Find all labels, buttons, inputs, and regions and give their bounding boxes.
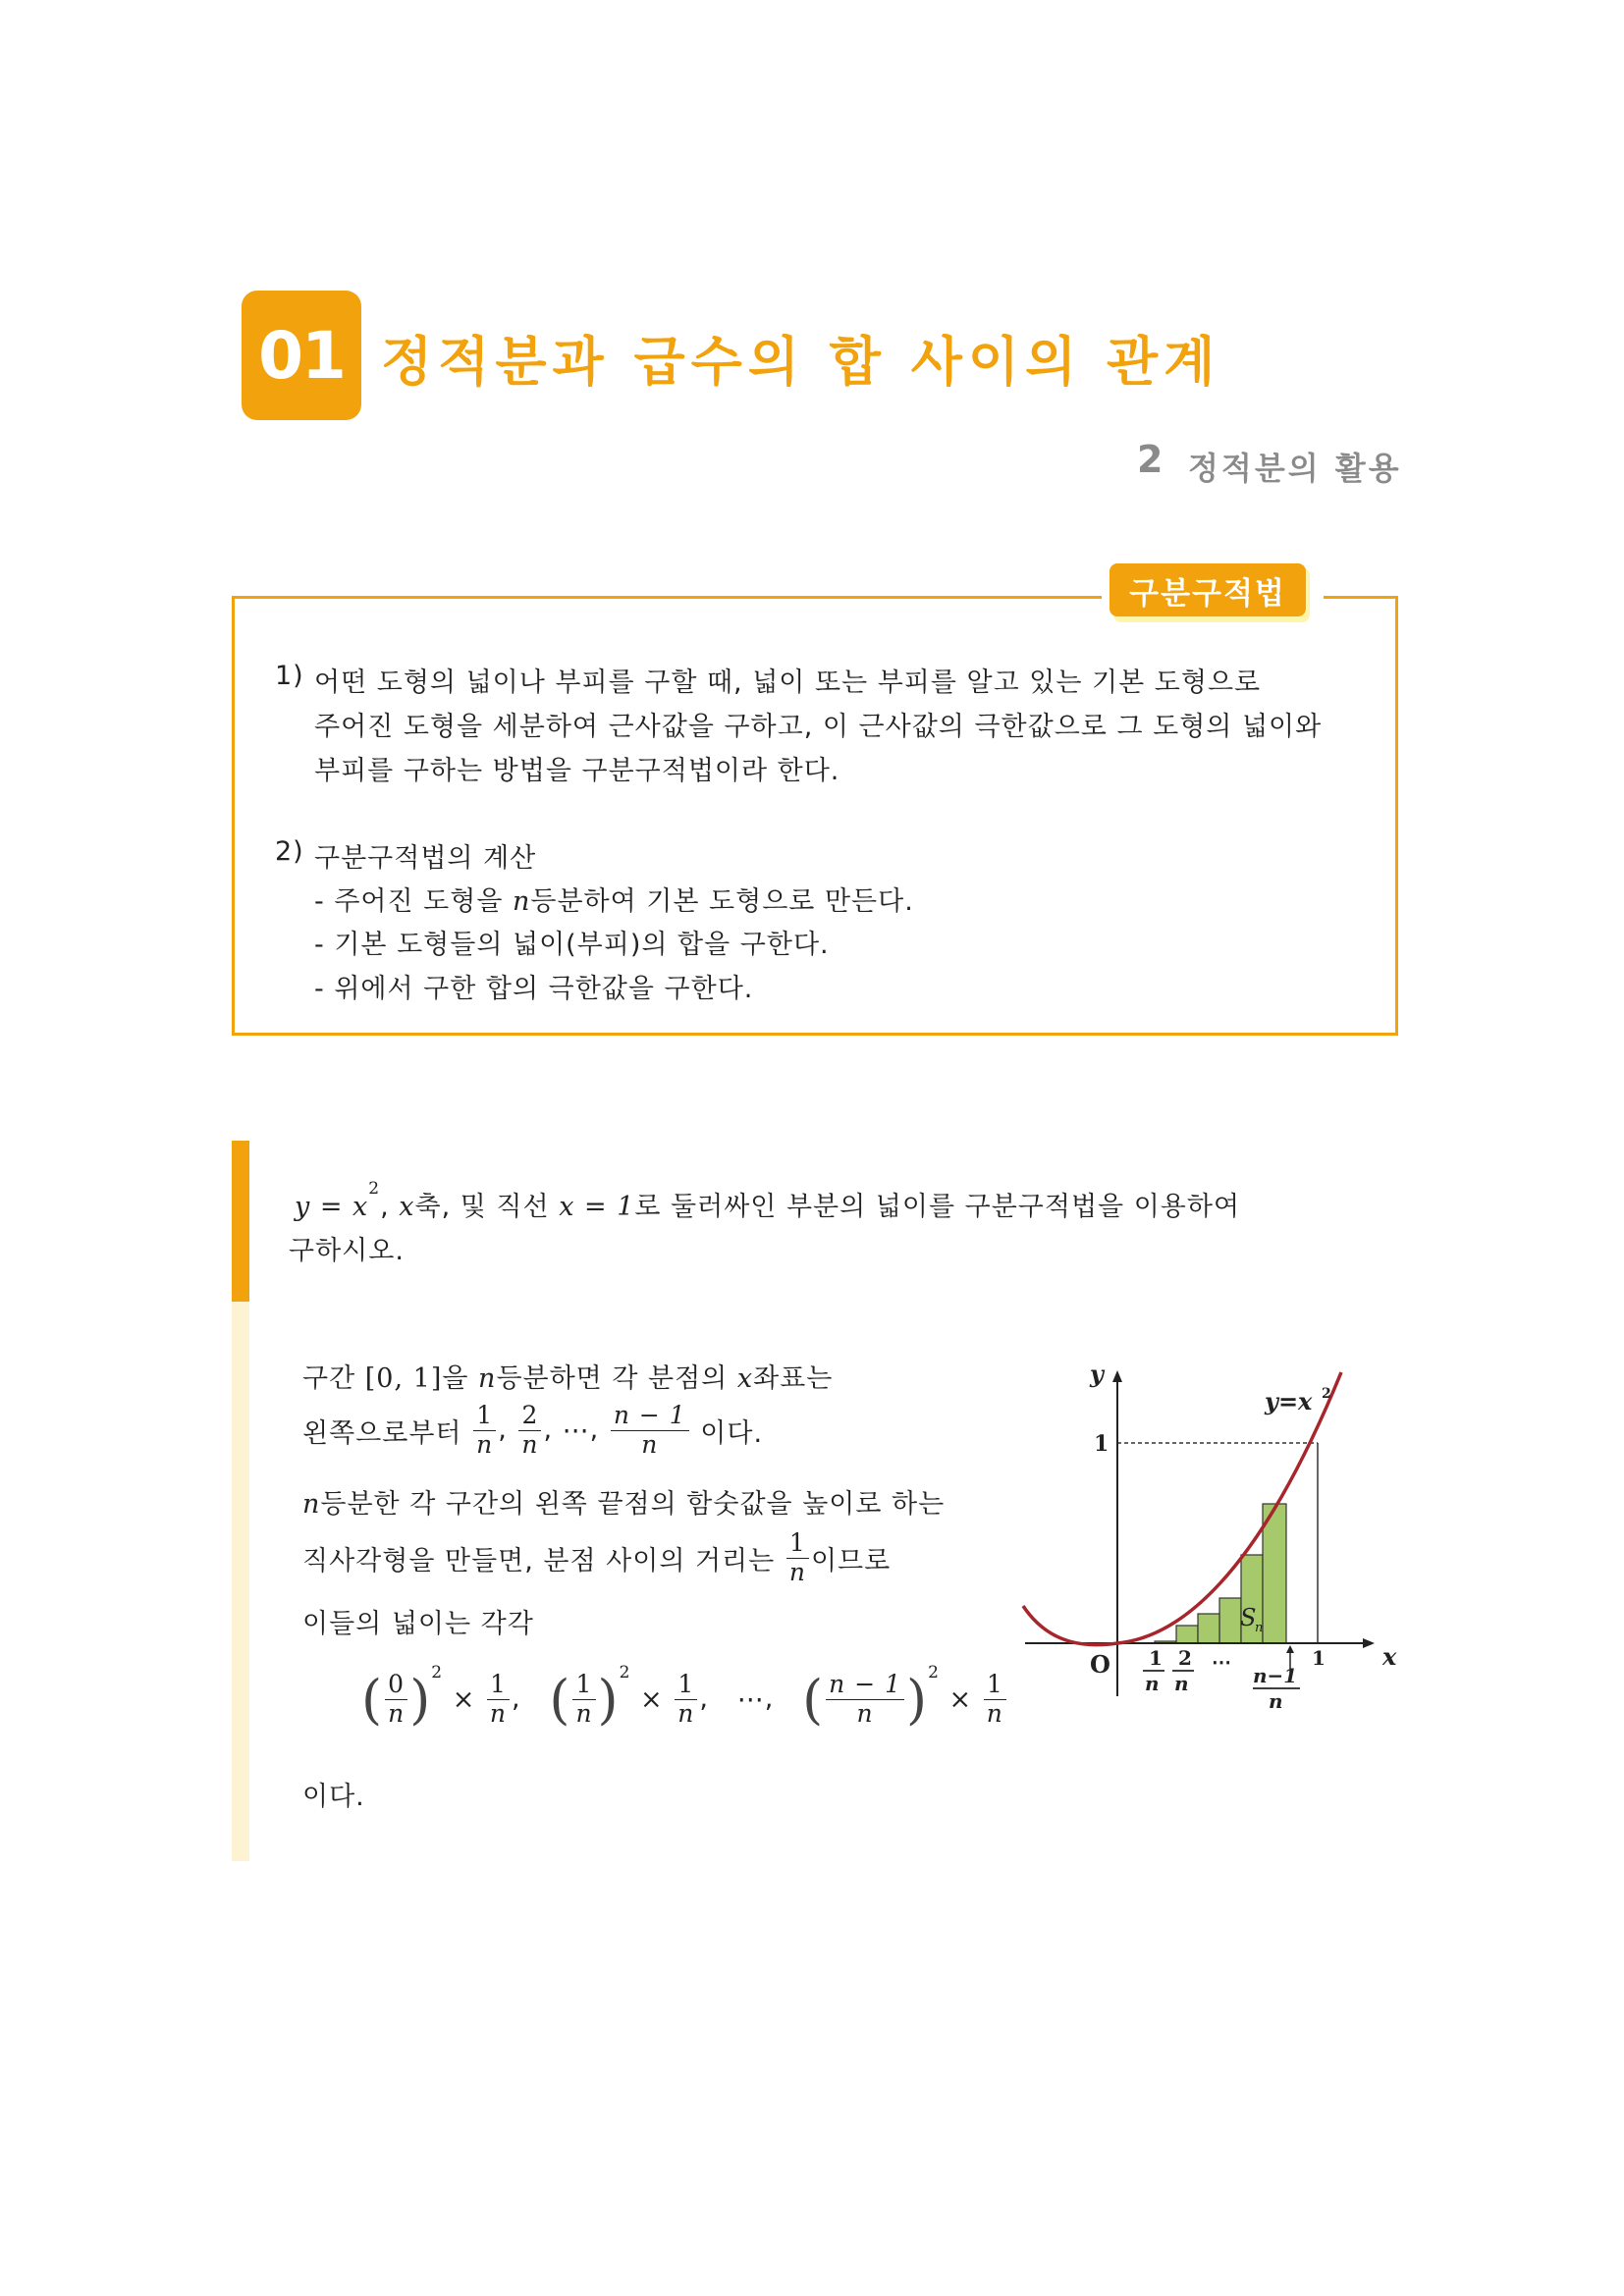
sol-l2-b: 이다. [700,1417,764,1449]
sol-l3-text: 등분한 각 구간의 왼쪽 끝점의 함숫값을 높이로 하는 [320,1489,946,1520]
item2-title: 구분구적법의 계산 [314,843,537,874]
step1-pre: - 주어진 도형을 [314,886,504,917]
solution-line5: 이들의 넓이는 각각 [302,1609,534,1639]
problem-accent-bar [232,1141,249,1302]
definition-label: 구분구적법 [1110,563,1306,616]
sol-l4-b: 이므로 [810,1545,892,1576]
problem-eq1-exp: 2 [368,1179,381,1199]
y-axis-arrow [1112,1370,1122,1382]
page-title: 정적분과 급수의 합 사이의 관계 [381,331,1221,393]
rect-4 [1219,1598,1241,1643]
problem-eq2: x = 1 [559,1192,635,1222]
tick2-num: 2 [1178,1646,1192,1670]
tick-pointer-head [1286,1645,1294,1653]
problem-line2: 구하시오. [289,1236,405,1266]
item1-line3: 부피를 구하는 방법을 구분구적법이라 한다. [314,756,840,786]
y-one-label: 1 [1094,1431,1110,1457]
origin-label: O [1090,1650,1110,1679]
term1: $\frac{0}{n}$ [385,1671,407,1729]
sol-l1-c: 등분하면 각 분점의 [496,1363,729,1394]
x-axis-arrow [1363,1638,1375,1648]
step3: - 위에서 구한 합의 극한값을 구한다. [314,974,754,1004]
solution-line3 [302,1482,945,1521]
area-label-sub: n [1255,1621,1264,1635]
step1-post: 등분하여 기본 도형으로 만든다. [530,886,914,917]
chapter-number: 2 [1137,438,1164,481]
item1-line1: 어떤 도형의 넓이나 부피를 구할 때, 넓이 또는 부피를 알고 있는 기본 도형으로 [314,667,1262,698]
item2-number: 2) [275,836,304,867]
tick3-den: n [1269,1689,1283,1713]
fraction-spacing: $\frac{1}{n}$ [786,1529,809,1587]
tick-dots: ⋯ [1212,1650,1231,1674]
item1-number: 1) [275,661,304,691]
step1 [314,880,914,918]
sol-l1-b: 을 [442,1363,469,1394]
problem-axis-var: x [399,1192,415,1222]
section-number-badge: 01 [242,291,361,420]
curve-label: y=x [1265,1387,1313,1415]
sol-l1-d: 좌표는 [753,1363,834,1394]
sol-l2-a: 왼쪽으로부터 [302,1417,462,1449]
x-axis-label: x [1382,1642,1397,1671]
x-one-label: 1 [1312,1646,1326,1670]
fraction-1-over-n: $\frac{1}{n}$ [473,1402,496,1460]
rect-3 [1176,1626,1198,1643]
problem-text-a: 축, 및 직선 [414,1192,550,1222]
sol-ellipsis: ⋯ [562,1415,590,1446]
problem-eq1: y = x [295,1192,369,1222]
fraction-n-minus-1-over-n: $\frac{n - 1}{n}$ [611,1402,689,1460]
rect-4b [1198,1614,1219,1643]
problem-line1: $y = x^2$, x축, 및 직선 x = 1로 둘러싸인 부분의 넓이를 구분구적법을 이용하여 [295,1179,1241,1222]
item1-line2: 주어진 도형을 세분하여 근사값을 구하고, 이 근사값의 극한값으로 그 도형의 넓이와 [314,712,1323,742]
fraction-2-over-n: $\frac{2}{n}$ [518,1402,541,1460]
sol-l4-a: 직사각형을 만들면, 분점 사이의 거리는 [302,1545,776,1576]
tick2-den: n [1174,1672,1189,1695]
parabola-graph [1011,1353,1404,1713]
term2: $\frac{1}{n}$ [572,1671,595,1729]
sol-l3-var: n [302,1489,321,1520]
curve-label-exp: 2 [1322,1386,1331,1402]
sol-l1-var2: x [736,1363,754,1394]
solution-accent-bar [232,1302,249,1861]
tick1-den: n [1145,1672,1160,1695]
step1-var: n [513,886,531,917]
solution-line4 [302,1529,891,1587]
problem-text-b: 로 둘러싸인 부분의 넓이를 구분구적법을 이용하여 [634,1192,1241,1222]
solution-end: 이다. [302,1782,365,1812]
rectangle-areas: ( $\frac{0}{n}$ )$^2$ × $\frac{1}{n}$ , ( $\frac{1}{n}$ )$^2$ × $\frac{1}{n}$ , ⋯, ( $\frac{n - 1}{n}$ )$^2$ × $\frac{1}{n}$ [361,1669,1008,1731]
tick3-num: n−1 [1253,1664,1298,1687]
y-axis-label: y [1090,1360,1104,1388]
step2: - 기본 도형들의 넓이(부피)의 합을 구한다. [314,930,830,960]
sol-l1-var: n [478,1363,497,1394]
tick1-num: 1 [1149,1646,1163,1670]
chapter-title: 정적분의 활용 [1188,450,1402,487]
solution-line2: 왼쪽으로부터 $\frac{1}{n}$ , $\frac{2}{n}$ , ⋯, $\frac{n - 1}{n}$ 이다. [302,1401,764,1459]
solution-line1 [302,1357,833,1395]
sol-l1-a: 구간 [302,1363,356,1394]
term3: $\frac{n - 1}{n}$ [826,1671,904,1729]
area-label: S [1240,1604,1257,1631]
sol-interval: [0, 1] [364,1363,443,1394]
